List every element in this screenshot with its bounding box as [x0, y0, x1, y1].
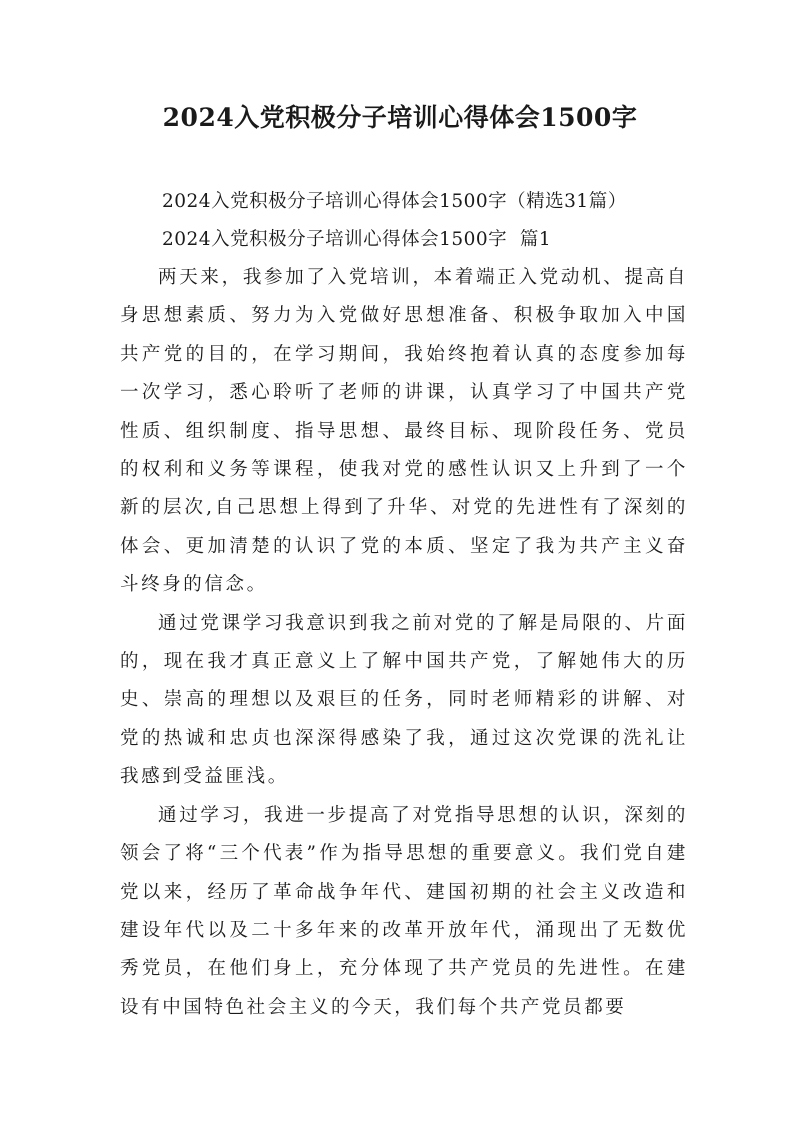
paragraph-2: 通过党课学习我意识到我之前对党的了解是局限的、片面的，现在我才真正意义上了解中国共产党，了解她伟大的历史、崇高的理想以及艰巨的任务，同时老师精彩的讲解、对党的热诚和忠贞也深深得感染了我，通过这次党课的洗礼让我感到受益匪浅。 [120, 612, 688, 788]
document-title: 2024入党积极分子培训心得体会1500字 [162, 103, 638, 132]
document-body [120, 183, 688, 1027]
paragraph-3: 通过学习，我进一步提高了对党指导思想的认识，深刻的领会了将“三个代表”作为指导思想的重要意义。我们党自建党以来，经历了革命战争年代、建国初期的社会主义改造和建设年代以及二十多年来的改革开放年代，涌现出了无数优秀党员，在他们身上，充分体现了共产党员的先进性。在建设有中国特色社会主义的今天，我们每个共产党员都要 [120, 804, 688, 1018]
document-subtitle-article: 2024入党积极分子培训心得体会1500字 篇1 [162, 229, 552, 250]
paragraph-1: 两天来，我参加了入党培训，本着端正入党动机、提高自身思想素质、努力为入党做好思想准备、积极争取加入中国共产党的目的，在学习期间，我始终抱着认真的态度参加每一次学习，悉心聆听了老师的讲课，认真学习了中国共产党性质、组织制度、指导思想、最终目标、现阶段任务、党员的权利和义务等课程，使我对党的感性认识又上升到了一个新的层次,自己思想上得到了升华、对党的先进性有了深刻的体会、更加清楚的认识了党的本质、坚定了我为共产主义奋斗终身的信念。 [120, 267, 688, 596]
document-subtitle-collection: 2024入党积极分子培训心得体会1500字（精选31篇） [162, 191, 627, 212]
